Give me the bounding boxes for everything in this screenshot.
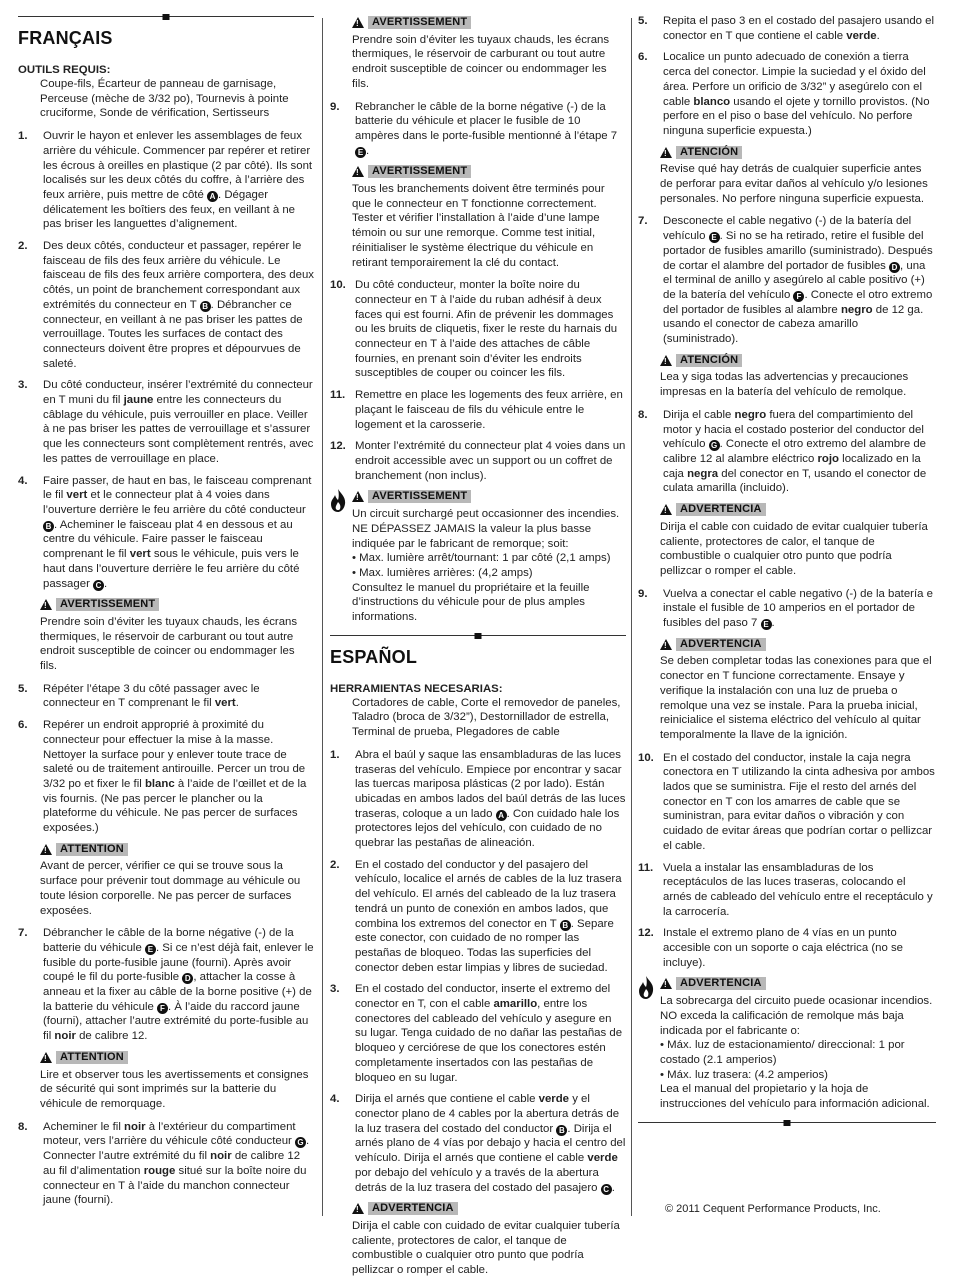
attention-label: ATENCIÓN [676,354,742,367]
attention-text: Avant de percer, vérifier ce qui se trouve sous la surface pour prévenir tout dommage au véhicule ou toute lésion corporelle. Ne pas percer de surfaces exposées. [40,860,301,917]
warning-block [638,638,936,743]
warning-block [330,165,626,270]
step-text: Faire passer, de haut en bas, le faisceau comprenant le fil vert et le connecteur plat à 4 voies dans l’ouverture derrière le feu arrière du côté conducteur B . Acheminer le faisceau plat 4 en dessous et au centre du véhicule. Faire passer le faisceau comprenant le fil vert sous le véhicule, puis vers le haut dans l’ouverture derrière le feu arrière du côté passager C . [43,474,312,590]
attention-label: ATTENTION [56,1051,128,1064]
fire-warning-block [330,490,626,624]
step-number: 2. [18,240,28,253]
instruction-step [638,587,936,631]
step-text: En el costado del conductor, instale la caja negra conectora en T utilizando la cinta adhesiva por ambos lados que se suministra. Fije el resto del arnés del conector en T con los amarres de cable que se suministran, para evitar daños o vibración y con cuidado de evitar áreas que podrían cortar o pellizcar el cable. [663,751,935,852]
step-text: Remettre en place les logements des feux arrière, en plaçant le faisceau de fils du véhicule entre le logement et la carosserie. [355,389,623,431]
warning-block [638,503,936,579]
step-list [330,100,626,159]
warning-triangle-icon [352,491,364,502]
step-text: Des deux côtés, conducteur et passager, repérer le faisceau de fils des feux arrière du véhicule. Le faisceau de fils des feux arrière comportera, des deux côtés, un point de branchement correspondant aux extrémités du connecteur en T B . Débrancher ce connecteur, en veillant à ne pas briser les pattes de verrouillage. Toutes les surfaces de contact des connecteurs doivent être propres et dépourvues de saleté. [43,240,314,370]
instruction-step [638,751,936,854]
column-2 [330,14,626,1286]
attention-label: ATTENTION [56,843,128,856]
step-number: 5. [18,682,28,695]
warning-triangle-icon [40,844,52,855]
fire-warning-block [638,977,936,1111]
warning-bullet: • Máx. luz de estacionamiento/ direccional: 1 por costado (2.1 amperios) [660,1039,905,1066]
step-number: 4. [18,474,28,487]
instruction-step [18,239,314,371]
tools-title: OUTILS REQUIS: [18,64,111,76]
step-text: Dirija el cable negro fuera del compartimiento del motor y hacia el costado posterior del conductor del vehículo G . Conecte el otro extremo del alambre de calibre 12 al alambre eléctrico rojo localizado en la caja negra del conector en T, usando el conector de culata amarilla (incluido). [663,408,927,495]
step-text: Débrancher le câble de la borne négative (-) de la batterie du véhicule E . Si ce n’est déjà fait, enlever le fusible du porte-fusible jaune (fourni). Après avoir coupé le fil du porte-fusible D , attacher la cosse à anneau et la fixer au câble de la borne positive (+) de la batterie du véhicule F . À l’aide du raccord jaune (fourni), attacher l’autre extrémité du porte-fusible au fil noir de calibre 12. [43,927,314,1043]
section-rule [330,633,626,639]
tools-title: HERRAMIENTAS NECESARIAS: [330,682,503,695]
section-heading-french: FRANÇAIS [18,28,113,48]
warning-triangle-icon [352,17,364,28]
step-list [330,748,626,1195]
callout-letter-icon: G [295,1137,306,1148]
callout-letter-icon: E [761,619,772,630]
instruction-step [18,1120,314,1208]
warning-text: Tous les branchements doivent être terminés pour que le connecteur en T fonctionne correctement. Tester et vérifier l’installation à l’aide d’une lampe témoin ou sur une remorque. Comme test initial, réinitialiser le système électrique du véhicule en retirant temporairement la clé du contact. [352,183,605,269]
warning-triangle-icon [40,599,52,610]
warning-triangle-icon [352,1203,364,1214]
step-text: Vuelva a conectar el cable negativo (-) de la batería e instale el fusible de 10 amperios en el portador de fusibles del paso 7 E . [663,587,933,630]
step-number: 9. [638,587,648,600]
instruction-step [18,926,314,1044]
warning-bullet: • Max. lumières arrières: (4,2 amps) [352,566,533,579]
warning-triangle-icon [660,639,672,650]
warning-text: La sobrecarga del circuito puede ocasionar incendios. NO exceda la calificación de remolque más baja indicada por el fabricante o: [660,995,933,1037]
step-text: Répéter l’étape 3 du côté passager avec le connecteur en T comprenant le fil vert. [43,682,260,710]
callout-letter-icon: G [709,440,720,451]
step-number: 2. [330,858,340,871]
warning-triangle-icon [660,504,672,515]
step-number: 12. [638,927,654,940]
warning-label: ADVERTENCIA [676,977,766,990]
step-text: Ouvrir le hayon et enlever les assemblages de feux arrière du véhicule. Commencer par repérer et retirer les écrous à oreilles en plastique (2 par côté). Ils sont localisés sur les deux côtés du coffre, à l’arrière des feux arrière, puis mettre de côté A . Dégager délicatement les boîtiers des feux, en veillant à ne pas briser les languettes d’alignement. [43,130,313,231]
instruction-step [638,214,936,346]
instruction-step [638,50,936,138]
step-text: Repita el paso 3 en el costado del pasajero usando el conector en T que contiene el cable verde. [663,15,935,42]
callout-letter-icon: A [496,810,507,821]
instruction-step [330,100,626,159]
step-list [638,214,936,346]
instruction-step [330,278,626,381]
step-text: Vuela a instalar las ensambladuras de los receptáculos de las luces traseras, colocando el arnés de cableado del vehículo entre el receptáculo y la carrocería. [663,861,933,918]
attention-text: Lire et observer tous les avertissements et consignes de sécurité qui sont imprimés sur la batterie du véhicule de remorquage. [40,1068,309,1110]
step-text: Abra el baúl y saque las ensambladuras de las luces traseras del vehículo. Empiece por encontrar y sacar las tuercas mariposa plásticas (2 por lado). Están ubicadas en ambos lados del baúl detrás de las luces traseras, coloque a un lado A . Con cuidado hale los protectores lejos del vehículo, con cuidado de no quebrar las pestañas de alineación. [355,748,626,850]
instruction-step [638,14,936,43]
attention-text: Revise qué hay detrás de cualquier superficie antes de perforar para evitar daños al vehículo y/o lesiones personales. No perfore ninguna superficie expuesta. [660,163,928,205]
step-number: 3. [330,983,340,996]
step-number: 11. [330,389,346,402]
callout-letter-icon: C [601,1184,612,1195]
instruction-step [330,439,626,483]
step-number: 1. [330,748,340,761]
step-number: 7. [638,215,648,228]
callout-letter-icon: C [93,580,104,591]
instruction-step [18,682,314,711]
instruction-step [638,408,936,496]
callout-letter-icon: E [145,944,156,955]
step-list [18,1120,314,1208]
warning-label: AVERTISSEMENT [368,490,471,503]
warning-block [18,598,314,674]
warning-label: AVERTISSEMENT [368,16,471,29]
fire-icon [328,488,348,514]
step-number: 6. [18,719,28,732]
step-text: En el costado del conductor y del pasajero del vehículo, localice el arnés de cables de la luz trasera del vehículo. El arnés del cableado de la luz trasera tendrá un punto de conexión en ambos lados, que combina los extremos del conector en T B . Separe este conector, con cuidado de no romper las pestañas de bloqueo. Todas las superficies del conector deben estar limpias y libres de suciedad. [355,858,622,974]
instruction-step [638,926,936,970]
warning-text: Prendre soin d’éviter les tuyaux chauds, les écrans thermiques, le réservoir de carburant ou tout autre endroit susceptible de coincer ou endommager les fils. [352,33,610,90]
callout-letter-icon: E [355,147,366,158]
warning-label: AVERTISSEMENT [368,165,471,178]
step-text: Rebrancher le câble de la borne négative (-) de la batterie du véhicule et placer le fusible de 10 ampères dans le porte-fusible mentionné à l’étape 7 E . [355,100,618,157]
step-number: 3. [18,379,28,392]
column-3 [638,14,936,1126]
warning-label: AVERTISSEMENT [56,598,159,611]
step-list [18,926,314,1044]
warning-text: Prendre soin d’éviter les tuyaux chauds, les écrans thermiques, le réservoir de carburant ou tout autre endroit susceptible de coincer ou endommager les fils. [40,615,298,673]
step-text: Monter l’extrémité du connecteur plat 4 voies dans un endroit accessible avec un support ou un coffret de branchement (non inclus). [355,440,626,482]
warning-label: ADVERTENCIA [368,1202,458,1215]
step-number: 10. [330,279,346,292]
callout-letter-icon: B [200,301,211,312]
step-list [638,587,936,631]
warning-text: Se deben completar todas las conexiones para que el conector en T funcione correctamente. Ensaye y verifique la instalación con una luz de prueba o remolque una vez se instale. Para la prueba inicial, reinicialice el sistema eléctrico del vehículo al quitar temporalmente la llave de la ignición. [660,655,932,741]
attention-block [638,354,936,400]
warning-label: ADVERTENCIA [676,503,766,516]
callout-letter-icon: B [43,521,54,532]
warning-bullet: • Max. lumière arrêt/tournant: 1 par côté (2,1 amps) [352,552,611,565]
callout-letter-icon: D [182,973,193,984]
tools-list: Cortadores de cable, Corte el removedor de paneles, Taladro (broca de 3/32”), Destornillador de estrella, Terminal de prueba, Plegadores de cable [352,696,621,739]
column-1 [18,14,314,1215]
callout-letter-icon: E [709,232,720,243]
warning-text: Consultez le manuel du propriétaire et la feuille d’instructions du véhicule pour de plus amples informations. [352,581,590,624]
step-number: 11. [638,861,654,874]
step-text: Instale el extremo plano de 4 vías en un punto accesible con un soporte o caja eléctrica (no se incluye). [663,927,903,969]
step-number: 7. [18,927,28,940]
step-list [638,408,936,496]
instruction-step [330,388,626,432]
callout-letter-icon: B [556,1125,567,1136]
warning-text: Dirija el cable con cuidado de evitar cualquier tubería caliente, protectores de calor, el tanque de combustible o cualquier otro punto que podría pellizcar o romper el cable. [660,520,928,577]
step-number: 10. [638,751,654,764]
warning-text: Dirija el cable con cuidado de evitar cualquier tubería caliente, protectores de calor, el tanque de combustible o cualquier otro punto que podría pellizcar o romper el cable. [352,1219,620,1277]
step-text: Desconecte el cable negativo (-) de la batería del vehículo E . Si no se ha retirado, retire el fusible del portador de fusibles amarillo (suministrado). Después de cortar el alambre del portador de fusibles D , una el terminal de anillo y asegúrelo al cable positivo (+) de la batería del vehículo F . Conecte el otro extremo del portador de fusibles al alambre negro de 12 ga. usando el conector de cabeza amarillo (suministrado). [663,215,933,346]
step-text: Du côté conducteur, insérer l’extrémité du connecteur en T muni du fil jaune entre les connecteurs du câblage du véhicule, puis verrouiller en place. Veiller à ne pas briser les pattes de verrouillage et s’assurer que les connecteurs sont complètement rentrés, avec les pattes de verrouillage en place. [43,379,314,465]
instruction-step [330,858,626,976]
fire-icon [636,975,656,1001]
instruction-step [18,718,314,836]
section-heading-spanish: ESPAÑOL [330,646,418,667]
warning-label: ADVERTENCIA [676,638,766,651]
column-divider-2 [631,18,632,1216]
step-text: Dirija el arnés que contiene el cable verde y el conector plano de 4 cables por la abertura detrás de la luz trasera del costado del conductor B . Dirija el arnés plano de 4 vías por debajo y hacia el centro del vehículo. Dirija el arnés que contiene el cable verde por debajo del vehículo y a través de la abertura detrás de la luz trasera del costado del pasajero C . [355,1093,626,1194]
warning-triangle-icon [660,978,672,989]
step-number: 4. [330,1093,340,1106]
column-divider-1 [322,18,323,1216]
step-list [638,14,936,139]
warning-block [330,16,626,92]
copyright-notice: © 2011 Cequent Performance Products, Inc. [665,1203,881,1215]
attention-block [638,146,936,207]
step-number: 8. [638,408,648,421]
step-list [330,278,626,483]
instruction-step [18,129,314,232]
warning-text: Un circuit surchargé peut occasionner des incendies. NE DÉPASSEZ JAMAIS la valeur la plus basse indiquée par le fabricant de remorque; soit: [352,508,620,550]
step-number: 8. [18,1120,28,1133]
attention-block [18,843,314,919]
step-text: Acheminer le fil noir à l’extérieur du compartiment moteur, vers l’arrière du véhicule côté conducteur G . Connecter l’autre extrémité du fil noir de calibre 12 au fil d’alimentation rouge situé sur la boîte noire du connecteur en T à l’aide du manchon connecteur jaune (fourni). [43,1120,310,1207]
step-number: 1. [18,130,28,143]
warning-triangle-icon [660,355,672,366]
warning-block [330,1202,626,1278]
instruction-step [330,1092,626,1195]
step-text: Localice un punto adecuado de conexión a tierra cerca del conector. Limpie la suciedad y el óxido del área. Perfore un orificio de 3/32” y asegúrelo con el cable blanco usando el ojete y tornillo provistos. (No perfore en el piso o base del vehículo. No perfore ninguna superficie expuesta.) [663,51,930,137]
section-rule [638,1120,936,1126]
step-number: 9. [330,100,340,113]
step-list [18,129,314,591]
callout-letter-icon: D [889,262,900,273]
callout-letter-icon: F [157,1003,168,1014]
step-text: En el costado del conductor, inserte el extremo del conector en T, con el cable amarillo, entre los conectores del cableado del vehículo y asegure en su lugar. Tenga cuidado de no dañar las pestañas de bloqueo y cerciórese de que los conectores estén completamente insertados con las pestañas de bloqueo en su lugar. [355,983,623,1084]
step-number: 5. [638,15,648,27]
instruction-step [18,474,314,592]
step-number: 6. [638,51,648,64]
step-list [18,682,314,836]
warning-triangle-icon [352,166,364,177]
warning-text: Lea el manual del propietario y la hoja de instrucciones del vehículo para información adicional. [660,1083,930,1111]
attention-text: Lea y siga todas las advertencias y precauciones impresas en la batería del vehículo de remolque. [660,371,909,399]
tools-list: Coupe-fils, Écarteur de panneau de garnisage, Perceuse (mèche de 3/32 po), Tournevis à pointe cruciforme, Sonde de vérification, Sertisseurs [40,78,289,120]
instruction-step [330,748,626,851]
step-number: 12. [330,440,346,453]
attention-block [18,1051,314,1112]
instruction-step [18,378,314,466]
warning-triangle-icon [40,1052,52,1063]
callout-letter-icon: F [793,291,804,302]
instruction-step [330,982,626,1085]
callout-letter-icon: B [560,920,571,931]
warning-bullet: • Máx. luz trasera: (4.2 amperios) [660,1068,828,1081]
instruction-step [638,861,936,920]
step-text: Du côté conducteur, monter la boîte noire du connecteur en T à l’aide du ruban adhésif à deux faces qui est fourni. Afin de prévenir les dommages ou les bruits de cliquetis, fixer le reste du harnais du connecteur en T à l’aide des attaches de câble fournies, en prenant soin d’éviter les endroits susceptibles de couper ou coincer les fils. [355,279,618,380]
step-list [638,751,936,971]
callout-letter-icon: A [207,191,218,202]
step-text: Repérer un endroit approprié à proximité du connecteur pour effectuer la mise à la masse. Nettoyer la surface pour y enlever toute trace de saleté ou de traitement antirouille. Percer un trou de 3/32 po et fixer le fil blanc à l’aide de l’œillet et de la vis fournis. (Ne pas percer le plancher ou la plateforme du véhicule. Ne pas percer de surfaces exposées.) [43,719,307,835]
warning-triangle-icon [660,147,672,158]
attention-label: ATENCIÓN [676,146,742,159]
section-rule [18,14,314,20]
